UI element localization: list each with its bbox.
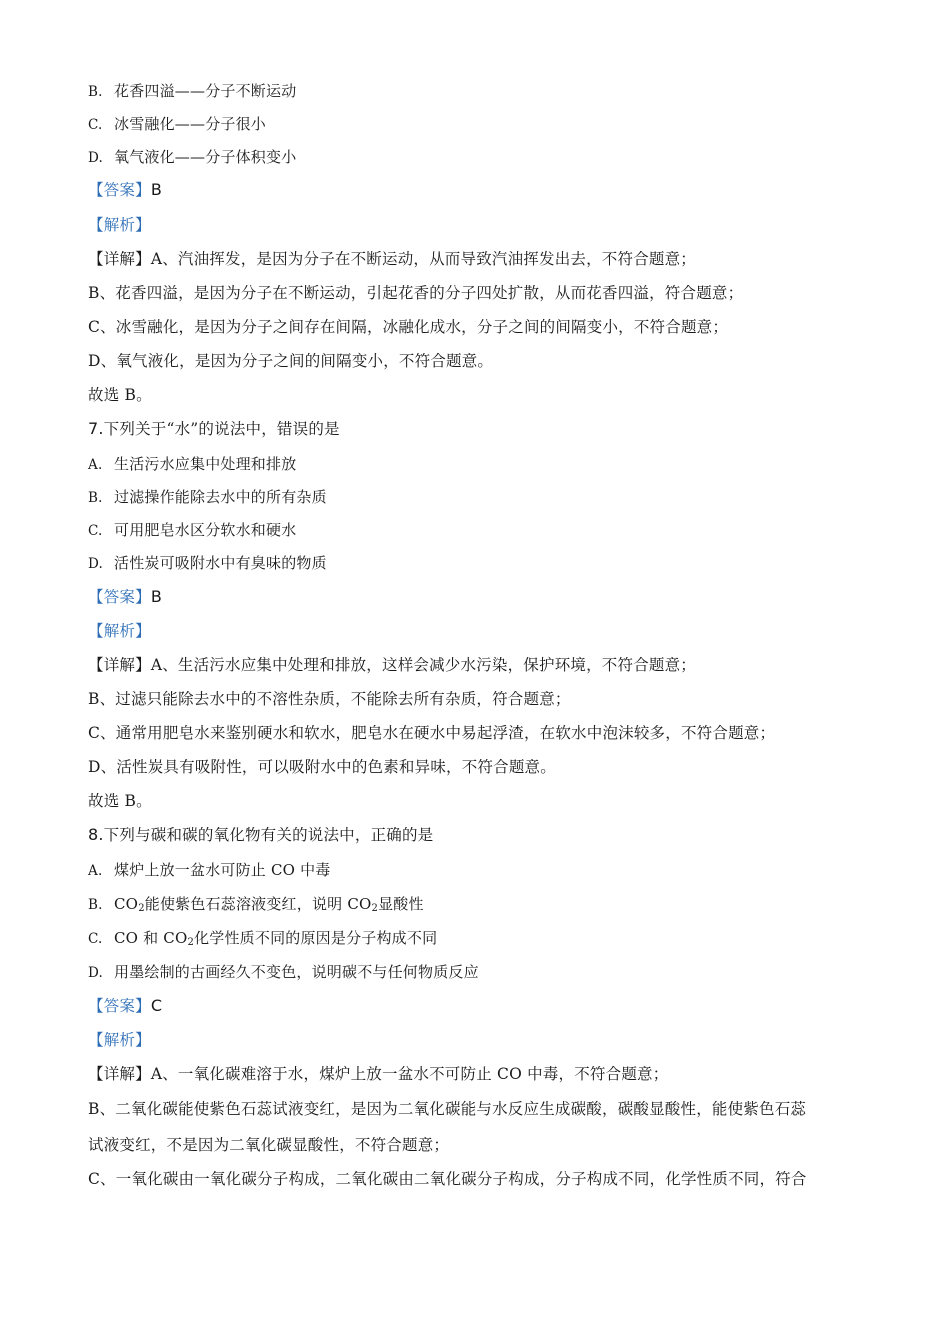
q8-option-b: B. $CO_2$能使紫色石蕊溶液变红，说明 $CO_2$显酸性 <box>88 895 424 914</box>
q7-conclusion: 故选 B。 <box>88 792 152 810</box>
q6-answer: 【答案】B <box>88 180 162 199</box>
q8-option-d: D. 用墨绘制的古画经久不变色，说明碳不与任何物质反应 <box>88 963 479 981</box>
q6-conclusion: 故选 B。 <box>88 386 152 404</box>
q7-option-c: C. 可用肥皂水区分软水和硬水 <box>88 521 297 539</box>
q6-option-b: B. 花香四溢——分子不断运动 <box>88 82 297 100</box>
q7-answer: 【答案】B <box>88 587 162 606</box>
q7-stem: 7.下列关于“水”的说法中，错误的是 <box>88 419 340 438</box>
q7-option-b: B. 过滤操作能除去水中的所有杂质 <box>88 488 327 506</box>
q8-detail-line: B、二氧化碳能使紫色石蕊试液变红，是因为二氧化碳能与水反应生成碳酸，碳酸显酸性，能使紫色石蕊 <box>88 1100 807 1118</box>
q7-analysis-heading: 【解析】 <box>88 622 151 640</box>
q8-detail-line: C、一氧化碳由一氧化碳分子构成，二氧化碳由二氧化碳分子构成，分子构成不同，化学性质不同，符合 <box>88 1170 807 1188</box>
q8-answer: 【答案】C <box>88 996 163 1015</box>
q8-stem: 8.下列与碳和碳的氧化物有关的说法中，正确的是 <box>88 825 434 844</box>
q7-detail-line: 【详解】A、生活污水应集中处理和排放，这样会减少水污染，保护环境，不符合题意； <box>88 656 697 674</box>
q6-detail-line: B、花香四溢，是因为分子在不断运动，引起花香的分子四处扩散，从而花香四溢，符合题意； <box>88 284 744 302</box>
q6-analysis-heading: 【解析】 <box>88 216 151 234</box>
q8-option-c: C. CO 和 $CO_2$化学性质不同的原因是分子构成不同 <box>88 929 438 948</box>
q6-option-c: C. 冰雪融化——分子很小 <box>88 115 267 133</box>
q7-detail-line: B、过滤只能除去水中的不溶性杂质，不能除去所有杂质，符合题意； <box>88 690 571 708</box>
q8-detail-line: 【详解】A、一氧化碳难溶于水，煤炉上放一盆水不可防止 CO 中毒，不符合题意； <box>88 1065 669 1083</box>
q6-detail-line: C、冰雪融化，是因为分子之间存在间隔，冰融化成水，分子之间的间隔变小，不符合题意； <box>88 318 729 336</box>
q7-option-a: A. 生活污水应集中处理和排放 <box>88 455 297 473</box>
q7-detail-line: C、通常用肥皂水来鉴别硬水和软水，肥皂水在硬水中易起浮渣，在软水中泡沫较多，不符合题意； <box>88 724 776 742</box>
q7-detail-line: D、活性炭具有吸附性，可以吸附水中的色素和异味，不符合题意。 <box>88 758 556 776</box>
q8-detail-line: 试液变红，不是因为二氧化碳显酸性，不符合题意； <box>88 1136 450 1154</box>
q6-detail-line: D、氧气液化，是因为分子之间的间隔变小，不符合题意。 <box>88 352 494 370</box>
q7-option-d: D. 活性炭可吸附水中有臭味的物质 <box>88 554 327 572</box>
q6-option-d: D. 氧气液化——分子体积变小 <box>88 148 297 166</box>
q8-analysis-heading: 【解析】 <box>88 1031 151 1049</box>
q8-option-a: A. 煤炉上放一盆水可防止 CO 中毒 <box>88 861 331 879</box>
q6-detail-line: 【详解】A、汽油挥发，是因为分子在不断运动，从而导致汽油挥发出去，不符合题意； <box>88 250 697 268</box>
